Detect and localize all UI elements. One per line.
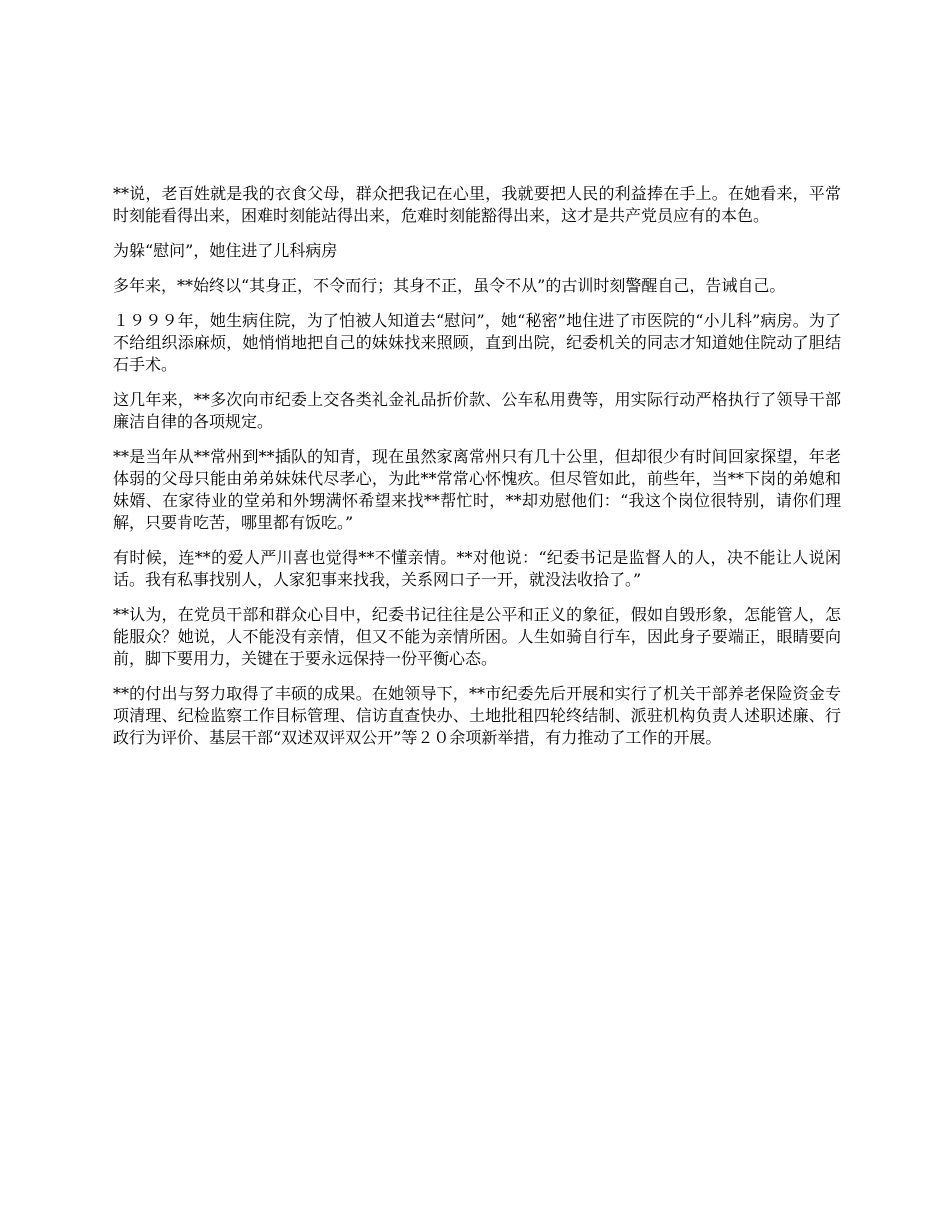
document-body (113, 183, 841, 762)
paragraph-achievements: **的付出与努力取得了丰硕的成果。在她领导下，**市纪委先后开展和实行了机关干部养老保险资金专项清理、纪检监察工作目标管理、信访直查快办、土地批租四轮终结制、派驻机构负责人述职述廉、行政行为评价、基层干部“双述双评双公开”等２０余项新举措，有力推动了工作的开展。 (113, 684, 841, 747)
paragraph-husband: 有时候，连**的爱人严川喜也觉得**不懂亲情。**对他说：“纪委书记是监督人的人，决不能让人说闲话。我有私事找别人，人家犯事来找我，关系网口子一开，就没法收拾了。” (113, 548, 841, 589)
paragraph-self-discipline: 多年来，**始终以“其身正，不令而行；其身不正，虽令不从”的古训时刻警醒自己，告诫自己。 (113, 276, 786, 295)
paragraph-family: **是当年从**常州到**插队的知青，现在虽然家离常州只有几十公里，但却很少有时间回家探望，年老体弱的父母只能由弟弟妹妹代尽孝心，为此**常常心怀愧疚。但尽管如此，前些年，当**下岗的弟媳和妹婿、在家待业的堂弟和外甥满怀希望来找**帮忙时，**却劝慰他们：“我这个岗位很特别，请你们理解，只要肯吃苦，哪里都有饭吃。” (113, 447, 841, 532)
paragraph-balance: **认为，在党员干部和群众心目中，纪委书记往往是公平和正义的象征，假如自毁形象，怎能管人，怎能服众？她说，人不能没有亲情，但又不能为亲情所困。人生如骑自行车，因此身子要端正，眼睛要向前，脚下要用力，关键在于要永远保持一份平衡心态。 (113, 605, 841, 668)
paragraph-people-first: **说，老百姓就是我的衣食父母，群众把我记在心里，我就要把人民的利益捧在手上。在她看来，平常时刻能看得出来，困难时刻能站得出来，危难时刻能豁得出来，这才是共产党员应有的本色。 (113, 184, 841, 225)
paragraph-gift-returns: 这几年来，**多次向市纪委上交各类礼金礼品折价款、公车私用费等，用实际行动严格执行了领导干部廉洁自律的各项规定。 (113, 390, 841, 431)
paragraph-hospital-stay: １９９９年，她生病住院，为了怕被人知道去“慰问”，她“秘密”地住进了市医院的“小儿科”病房。为了不给组织添麻烦，她悄悄地把自己的妹妹找来照顾，直到出院，纪委机关的同志才知道她住院动了胆结石手术。 (113, 311, 841, 374)
section-heading-pediatric-ward: 为躲“慰问”，她住进了儿科病房 (113, 241, 338, 260)
